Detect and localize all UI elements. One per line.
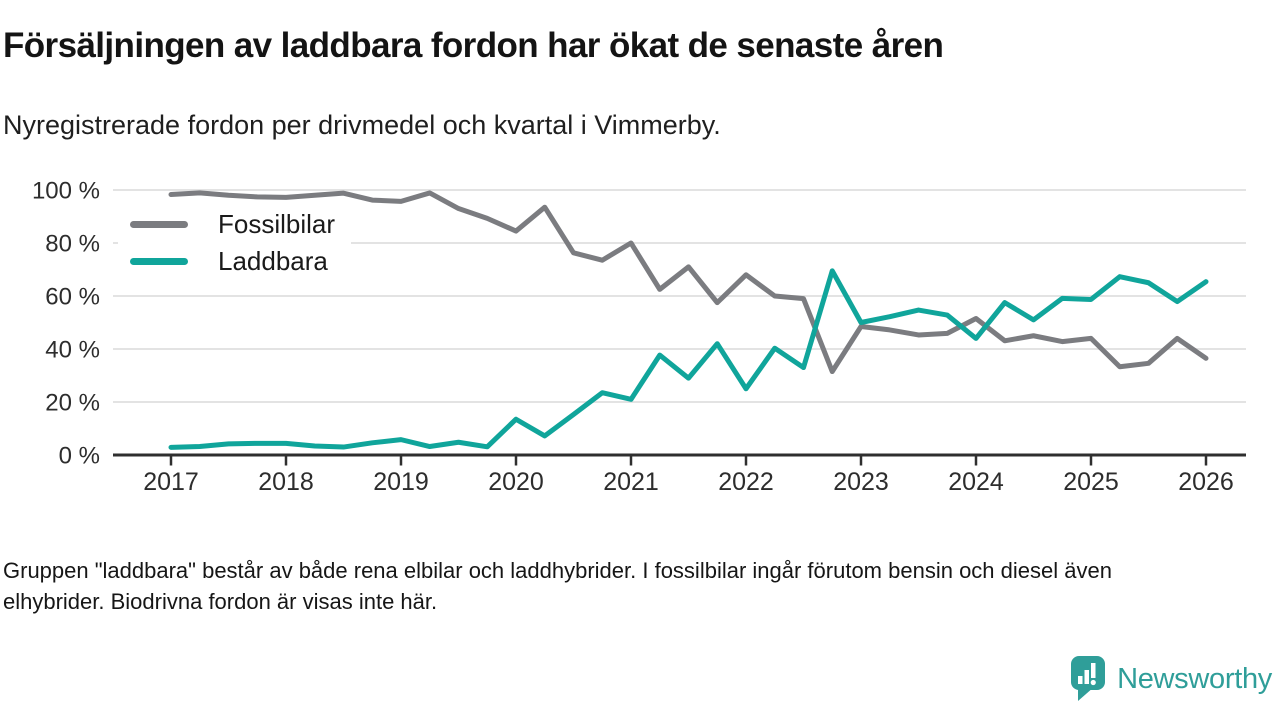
series-line-laddbara: [171, 271, 1206, 447]
x-axis-tick-label: 2021: [603, 468, 659, 496]
x-axis-tick-label: 2019: [373, 468, 429, 496]
x-axis-tick-label: 2023: [833, 468, 889, 496]
x-axis-tick-label: 2025: [1063, 468, 1119, 496]
y-axis-tick-label: 0 %: [58, 442, 100, 470]
y-axis-tick-label: 40 %: [45, 336, 100, 364]
chart-legend: [118, 203, 351, 287]
brand-logo: [1070, 655, 1272, 703]
x-axis-tick-label: 2018: [258, 468, 314, 496]
y-axis-tick-label: 60 %: [45, 283, 100, 311]
y-axis-tick-label: 100 %: [31, 177, 100, 205]
x-axis-tick-label: 2017: [143, 468, 199, 496]
x-axis-tick-label: 2024: [948, 468, 1004, 496]
chart-note-line2: elhybrider. Biodrivna fordon är visas inte här.: [3, 588, 438, 614]
chart-subtitle: Nyregistrerade fordon per drivmedel och kvartal i Vimmerby.: [3, 110, 721, 140]
legend-item-laddbara: [130, 243, 335, 280]
legend-swatch-fossilbilar: [130, 221, 188, 228]
chart-note: [3, 556, 1273, 617]
legend-label-fossilbilar: Fossilbilar: [218, 209, 336, 239]
y-axis-tick-label: 80 %: [45, 230, 100, 258]
x-axis-tick-label: 2026: [1178, 468, 1234, 496]
brand-name: Newsworthy: [1117, 663, 1272, 695]
chart-title: Försäljningen av laddbara fordon har ökat de senaste åren: [3, 26, 944, 65]
chart-note-line1: Gruppen "laddbara" består av både rena elbilar och laddhybrider. I fossilbilar ingår förutom bensin och diesel även: [3, 558, 1112, 583]
x-axis-tick-label: 2020: [488, 468, 544, 496]
x-axis-tick-label: 2022: [718, 468, 774, 496]
legend-item-fossilbilar: [130, 206, 335, 243]
newsworthy-bubble-barchart-icon: [1070, 655, 1108, 703]
legend-swatch-laddbara: [130, 258, 188, 265]
y-axis-tick-label: 20 %: [45, 389, 100, 417]
legend-label-laddbara: Laddbara: [218, 246, 328, 276]
